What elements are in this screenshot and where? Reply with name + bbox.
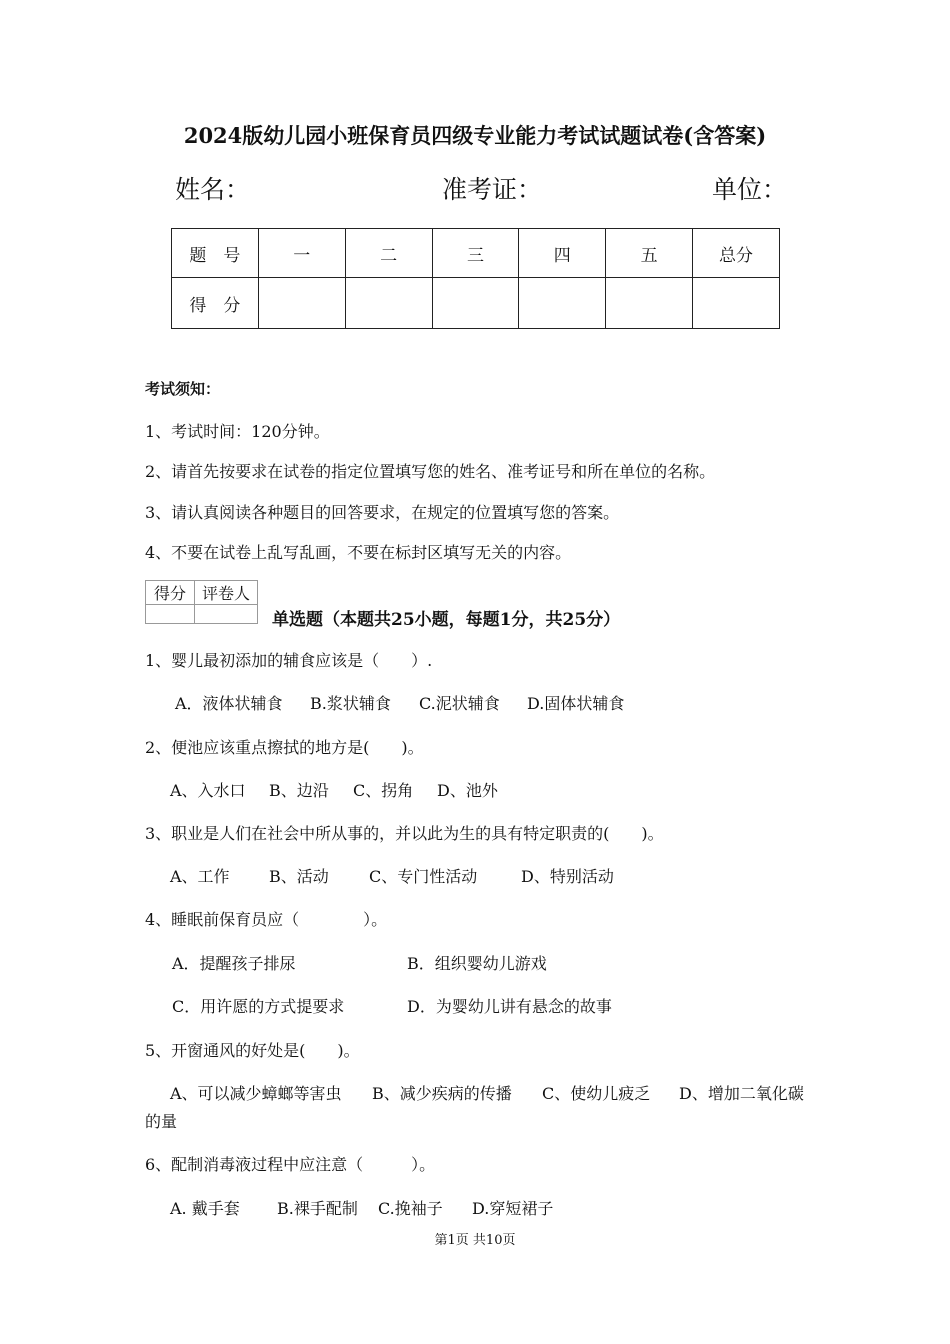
option: D、特别活动: [521, 867, 614, 886]
option: A、可以减少蟑螂等害虫: [170, 1084, 342, 1103]
option: A．液体状辅食: [175, 694, 283, 713]
exam-id-field-label: 准考证：: [442, 175, 543, 204]
option: A. 戴手套: [170, 1199, 240, 1218]
grader-box: [145, 580, 258, 624]
option: D、增加二氧化碳: [679, 1084, 804, 1103]
score-cell-2[interactable]: [345, 278, 432, 329]
grader-reviewer-label: 评卷人: [195, 581, 258, 605]
notice-item: 3、请认真阅读各种题目的回答要求，在规定的位置填写您的答案。: [145, 503, 620, 522]
option: D.穿短裙子: [472, 1199, 554, 1218]
option: A、入水口: [170, 781, 246, 800]
score-table-score-row: [172, 278, 780, 329]
option-continuation: 的量: [145, 1112, 178, 1131]
page-footer: 第1页 共10页: [434, 1233, 516, 1248]
option: C、拐角: [353, 781, 414, 800]
question-stem: 2、便池应该重点擦拭的地方是( )。: [145, 738, 424, 757]
option: B、活动: [269, 867, 329, 886]
option: C、专门性活动: [369, 867, 478, 886]
option: D.固体状辅食: [527, 694, 625, 713]
option: B、减少疾病的传播: [372, 1084, 512, 1103]
score-header-5: 五: [606, 229, 693, 278]
grader-score-cell[interactable]: [146, 605, 195, 624]
question-stem: 4、睡眠前保育员应（ ）。: [145, 910, 388, 929]
score-header-label: 题 号: [172, 229, 259, 278]
notice-item: 4、不要在试卷上乱写乱画，不要在标封区填写无关的内容。: [145, 543, 572, 562]
option: A、工作: [170, 867, 230, 886]
score-header-2: 二: [345, 229, 432, 278]
score-row-label: 得 分: [172, 278, 259, 329]
score-header-3: 三: [432, 229, 519, 278]
question-stem: 1、婴儿最初添加的辅食应该是（ ）.: [145, 651, 433, 670]
name-field-label: 姓名：: [175, 175, 251, 204]
grader-reviewer-cell[interactable]: [195, 605, 258, 624]
option: A．提醒孩子排尿: [172, 954, 296, 973]
score-cell-5[interactable]: [606, 278, 693, 329]
question-stem: 5、开窗通风的好处是( )。: [145, 1041, 360, 1060]
question-stem: 3、职业是人们在社会中所从事的，并以此为生的具有特定职责的( )。: [145, 824, 664, 843]
score-header-total: 总分: [693, 229, 780, 278]
score-cell-1[interactable]: [258, 278, 345, 329]
notice-heading: 考试须知：: [145, 380, 221, 398]
score-table: [171, 228, 780, 329]
document-title: 2024版幼儿园小班保育员四级专业能力考试试题试卷(含答案): [183, 123, 767, 148]
section-title: 单选题（本题共25小题，每题1分，共25分）: [272, 610, 621, 630]
grader-score-label: 得分: [146, 581, 195, 605]
score-header-1: 一: [258, 229, 345, 278]
option: B.裸手配制: [277, 1199, 358, 1218]
option: B.浆状辅食: [310, 694, 391, 713]
option: B．组织婴幼儿游戏: [407, 954, 547, 973]
question-stem: 6、配制消毒液过程中应注意（ ）。: [145, 1155, 436, 1174]
option: D、池外: [437, 781, 498, 800]
score-cell-total[interactable]: [693, 278, 780, 329]
notice-item: 2、请首先按要求在试卷的指定位置填写您的姓名、准考证号和所在单位的名称。: [145, 462, 716, 481]
score-cell-4[interactable]: [519, 278, 606, 329]
option: C、使幼儿疲乏: [542, 1084, 651, 1103]
option: C.泥状辅食: [419, 694, 500, 713]
score-header-4: 四: [519, 229, 606, 278]
score-cell-3[interactable]: [432, 278, 519, 329]
score-table-header-row: [172, 229, 780, 278]
option: C.挽袖子: [378, 1199, 443, 1218]
option: C．用许愿的方式提要求: [172, 997, 345, 1016]
unit-field-label: 单位：: [712, 175, 788, 204]
option: B、边沿: [269, 781, 329, 800]
notice-item: 1、考试时间：120分钟。: [145, 422, 330, 441]
option: D．为婴幼儿讲有悬念的故事: [407, 997, 612, 1016]
